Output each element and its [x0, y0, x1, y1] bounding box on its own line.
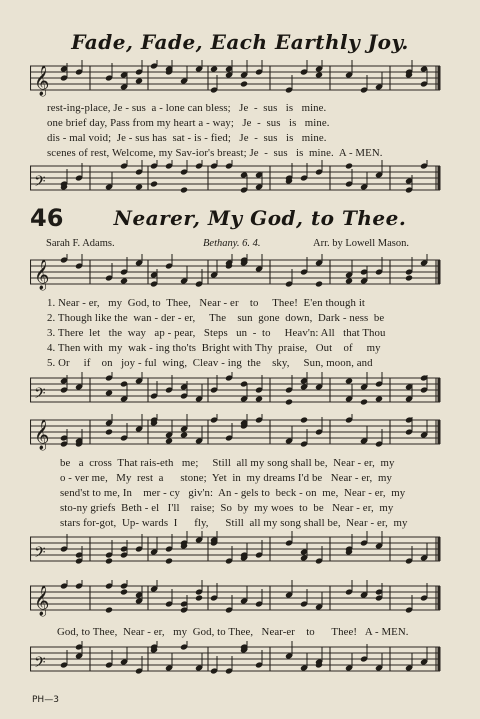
previous-hymn-title: Fade, Fade, Each Earthly Joy. — [71, 30, 409, 54]
bass-clef-icon: 𝄢 — [34, 544, 46, 565]
system2-treble-staff — [30, 414, 450, 454]
note-head — [180, 431, 188, 438]
note-head — [135, 183, 143, 190]
system2-lyric-3: send'st to me, In mer - cy giv'n: An - gels to beck - on me, Near - er, my — [60, 487, 406, 499]
system3-lyric: God, to Thee, Near - er, my God, to Thee, Near-er to Thee! A - MEN. — [57, 626, 409, 638]
treble-clef-icon: 𝄞 — [34, 420, 50, 450]
note-head — [300, 416, 308, 423]
system1-treble-staff — [30, 254, 450, 294]
hymn-arranger: Arr. by Lowell Mason. — [313, 238, 409, 249]
note-head — [255, 395, 263, 402]
system1-lyric-4: 4. Then with my wak - ing tho'ts Bright with Thy praise, Out of my — [47, 342, 381, 354]
system2-bass-staff — [30, 531, 450, 571]
system1-lyric-3: 3. There let the way ap - pear, Steps un - to Heav'n: All that Thou — [47, 327, 386, 339]
note-head — [105, 428, 113, 435]
note-head — [345, 277, 353, 284]
bass-clef-icon: 𝄢 — [34, 173, 46, 194]
hymn-title: Nearer, My God, to Thee. — [113, 206, 407, 230]
note-head — [105, 389, 113, 396]
previous-hymn-lyric-3: dis - mal void; Je - sus has sat - is - fied; Je - sus is mine. — [47, 132, 327, 144]
note-head — [165, 557, 173, 564]
system1-lyric-5: 5. Or if on joy - ful wing, Cleav - ing the sky, Sun, moon, and — [47, 357, 373, 369]
note-head — [240, 80, 248, 87]
note-head — [210, 65, 218, 72]
note-head — [315, 280, 323, 287]
hymn-number: 46 — [30, 204, 64, 232]
system1-bass-staff — [30, 372, 450, 412]
previous-hymn-lyric-4: scenes of rest, Welcome, my Sav-ior's breast; Je - sus is mine. A - MEN. — [47, 147, 383, 159]
previous-hymn-lyric-1: rest-ing-place, Je - sus a - lone can bless; Je - sus is mine. — [47, 102, 327, 114]
note-head — [105, 606, 113, 613]
note-head — [165, 437, 173, 444]
note-head — [345, 162, 353, 169]
bass-clef-icon: 𝄢 — [34, 654, 46, 675]
treble-clef-icon: 𝄞 — [34, 260, 50, 290]
system3-bass-staff — [30, 641, 450, 681]
note-head — [285, 398, 293, 405]
system1-lyric-1: 1. Near - er, my God, to Thee, Near - er to Thee! E'en though it — [47, 297, 366, 309]
system2-lyric-1: be a cross That rais-eth me; Still all my song shall be, Near - er, my — [60, 457, 395, 469]
note-head — [180, 186, 188, 193]
system2-lyric-2: o - ver me, My rest a stone; Yet in my dreams I'd be Near - er, my — [60, 472, 392, 484]
treble-clef-icon: 𝄞 — [34, 586, 50, 616]
note-head — [345, 377, 353, 384]
note-head — [105, 557, 113, 564]
treble-clef-icon: 𝄞 — [34, 66, 50, 96]
previous-hymn-bass-staff — [30, 160, 450, 200]
system2-lyric-5: stars for-got, Up- wards I fly, Still all my song shall be, Near - er, my — [60, 517, 408, 529]
previous-hymn-lyric-2: one brief day, Pass from my heart a - way; Je - sus is mine. — [47, 117, 330, 129]
system1-lyric-2: 2. Though like the wan - der - er, The sun gone down, Dark - ness be — [47, 312, 385, 324]
note-head — [150, 180, 158, 187]
note-head — [360, 398, 368, 405]
previous-hymn-treble-staff — [30, 60, 450, 100]
hymn-author: Sarah F. Adams. — [46, 238, 115, 249]
hymn-tune: Bethany. 6. 4. — [203, 238, 261, 249]
page-footer: PH—3 — [32, 695, 59, 705]
note-head — [135, 77, 143, 84]
system3-treble-staff — [30, 580, 450, 620]
note-head — [195, 594, 203, 601]
bass-clef-icon: 𝄢 — [34, 385, 46, 406]
note-head — [315, 71, 323, 78]
system2-lyric-4: sto-ny griefs Beth - el I'll raise; So by my woes to be Near - er, my — [60, 502, 394, 514]
note-head — [120, 277, 128, 284]
note-head — [405, 274, 413, 281]
note-head — [120, 588, 128, 595]
note-head — [375, 395, 383, 402]
